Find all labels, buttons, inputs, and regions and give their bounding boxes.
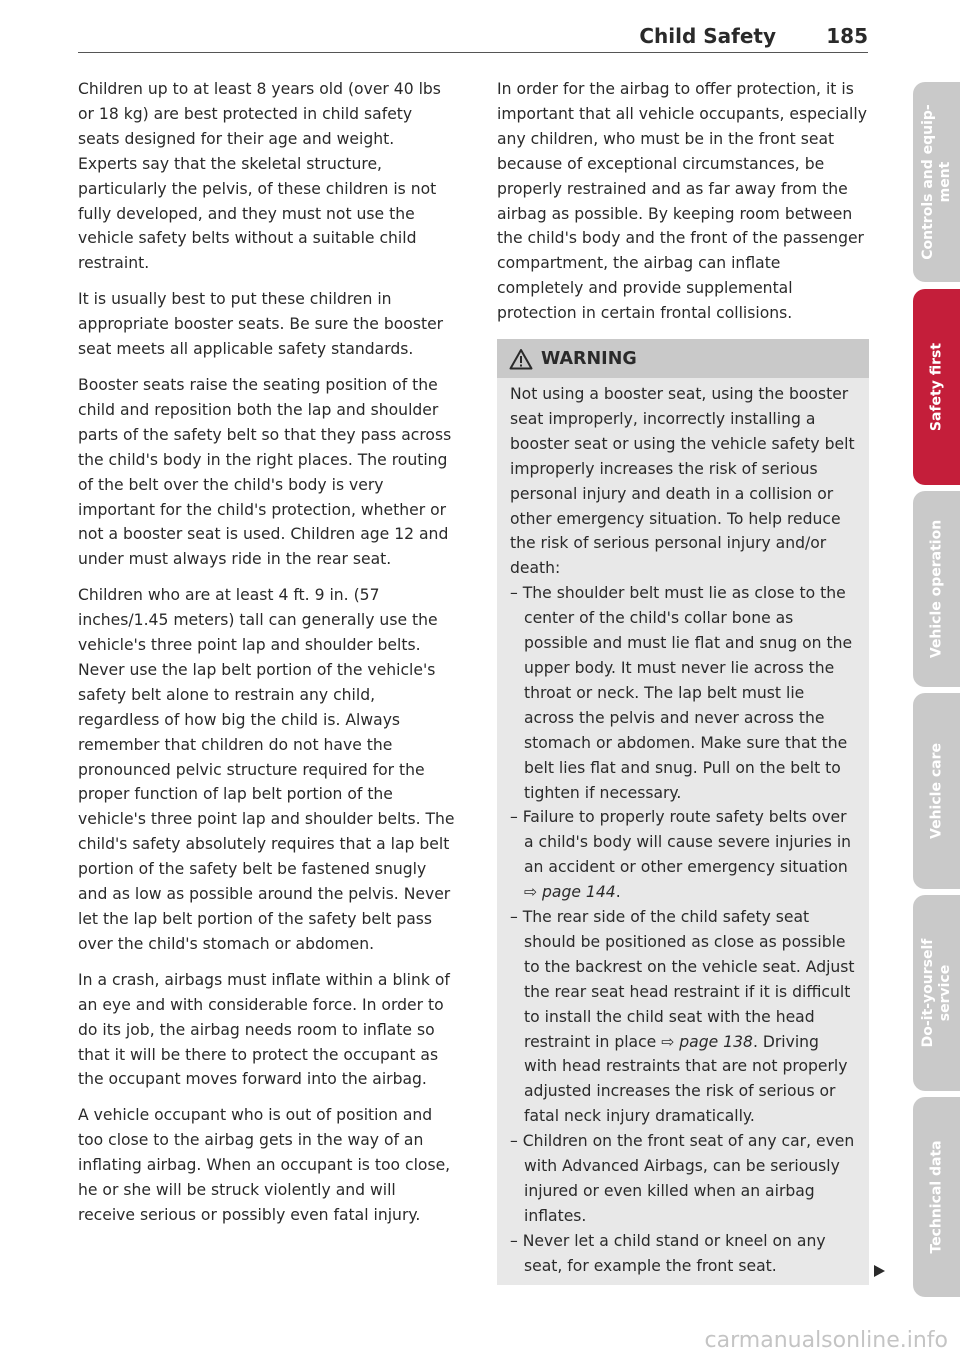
warning-item: – The rear side of the child safety seat should be positioned as close as possible to the backrest on the vehicle seat. Adjust the rear seat head restraint if it is difficult to install the child seat with the head restraint in place ⇨ page 138. Driving with head restraints that are not properly adjusted increases the risk of serious or fatal neck injury dramatically.	[510, 908, 855, 1126]
tab-technical-data[interactable]	[913, 1097, 960, 1297]
body-paragraph: Children up to at least 8 years old (over 40 lbs or 18 kg) are best protected in child safety seats designed for their age and weight. Experts say that the skeletal structure, particularly the pelvis, of these children is not fully developed, and they must not use the vehicle safety belts without a suitable child restraint.	[78, 80, 441, 273]
warning-box	[497, 339, 869, 1285]
section-title: Child Safety	[639, 24, 776, 48]
page-reference-link[interactable]: ⇨ page 144	[524, 883, 616, 902]
tab-label: Safety first	[928, 342, 944, 432]
warning-intro: Not using a booster seat, using the booster seat improperly, incorrectly installing a booster seat or using the vehicle safety belt improperly increases the risk of serious personal injury and death in a collision or other emergency situation. To help reduce the risk of serious personal injury and/or death:	[510, 385, 855, 578]
warning-header	[497, 339, 869, 378]
body-paragraph: It is usually best to put these children in appropriate booster seats. Be sure the booster seat meets all applicable safety standards.	[78, 290, 444, 359]
warning-list	[510, 581, 855, 1278]
tab-do-it-yourself-service[interactable]	[913, 895, 960, 1091]
body-paragraph: A vehicle occupant who is out of position and too close to the airbag gets in the way of an inflating airbag. When an occupant is too close, he or she will be struck violently and will receive serious or possibly even fatal injury.	[78, 1106, 451, 1224]
page-reference-link[interactable]: ⇨ page 138	[661, 1032, 753, 1051]
warning-item: – Children on the front seat of any car, even with Advanced Airbags, can be seriously injured or even killed when an airbag inflates.	[510, 1132, 855, 1225]
warning-title: WARNING	[541, 348, 637, 369]
warning-item: – Failure to properly route safety belts over a child's body will cause severe injuries in an accident or other emergency situation ⇨ page 144.	[510, 808, 852, 902]
tab-vehicle-care[interactable]	[913, 693, 960, 889]
watermark: carmanualsonline.info	[704, 1328, 948, 1353]
continue-arrow-icon	[872, 1264, 886, 1278]
tab-label: Technical data	[928, 1140, 944, 1254]
tab-controls-and-equipment[interactable]	[913, 82, 960, 282]
warning-triangle-icon	[509, 348, 533, 370]
tab-vehicle-operation[interactable]	[913, 491, 960, 687]
tab-safety-first[interactable]	[913, 289, 960, 485]
left-column	[78, 77, 456, 1239]
body-paragraph: Children who are at least 4 ft. 9 in. (57 inches/1.45 meters) tall can generally use the vehicle's three point lap and shoulder belts. Never use the lap belt portion of the vehicle's safety belt alone to restrain any child, regardless of how big the child is. Always remember that children do not have the pronounced pelvic structure required for the proper function of lap belt portion of the vehicle's three point lap and shoulder belts. The child's safety absolutely requires that a lap belt portion of the safety belt be fastened snugly and as low as possible around the pelvis. Never let the lap belt portion of the safety belt pass over the child's stomach or abdomen.	[78, 586, 455, 953]
tab-label: Do-it-yourself service	[919, 938, 953, 1048]
tab-label: Vehicle care	[928, 743, 944, 839]
body-paragraph: In a crash, airbags must inflate within a blink of an eye and with considerable force. In order to do its job, the airbag needs room to inflate so that it will be there to protect the occupant as the occupant moves forward into the airbag.	[78, 970, 450, 1089]
intro-paragraph: In order for the airbag to offer protection, it is important that all vehicle occupants, especially any children, who must be in the front seat because of exceptional circumstances, be properly restrained and as far away from the airbag as possible. By keeping room between the child's body and the front of the passenger compartment, the airbag can inflate completely and provide supplemental protection in certain frontal collisions.	[497, 80, 867, 323]
tab-label: Vehicle operation	[928, 519, 944, 659]
warning-item: – Never let a child stand or kneel on any seat, for example the front seat.	[510, 1231, 826, 1275]
right-column	[497, 77, 869, 326]
page-number: 185	[826, 24, 868, 48]
page-header	[78, 22, 868, 53]
warning-body	[497, 378, 869, 1279]
tab-label: Controls and equip- ment	[919, 104, 953, 260]
warning-item: – The shoulder belt must lie as close to the center of the child's collar bone as possible and must lie flat and snug on the upper body. It must never lie across the throat or neck. The lap belt must lie across the pelvis and never across the stomach or abdomen. Make sure that the belt lies flat and snug. Pull on the belt to tighten if necessary.	[510, 584, 853, 802]
body-paragraph: Booster seats raise the seating position of the child and reposition both the lap and shoulder parts of the safety belt so that they pass across the child's body in the right places. The routing of the belt over the child's body is very important for the child's protection, whether or not a booster seat is used. Children age 12 and under must always ride in the rear seat.	[78, 375, 452, 569]
